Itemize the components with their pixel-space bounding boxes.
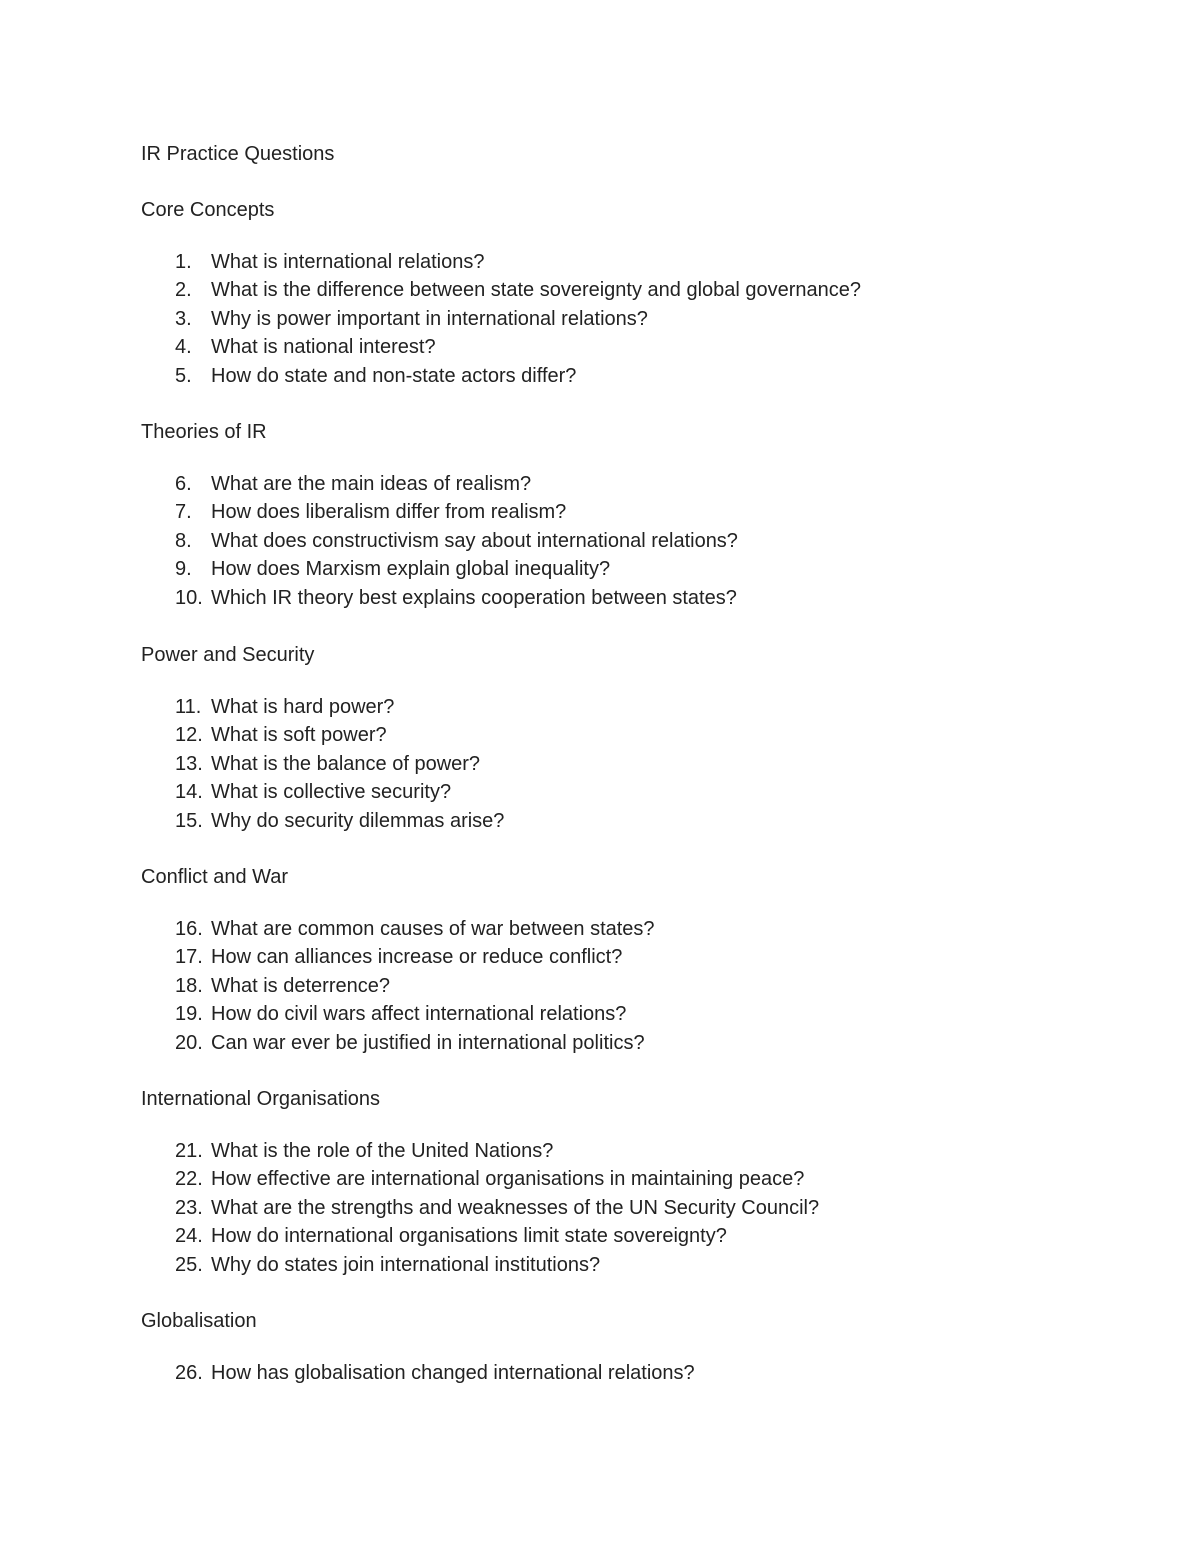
list-item [141, 333, 1141, 361]
question-number: 3. [175, 307, 192, 330]
list-item [141, 248, 1141, 276]
question-text: What is the balance of power? [211, 752, 481, 775]
question-list [141, 248, 1141, 390]
list-item [141, 362, 1141, 390]
question-text: Why is power important in international relations? [211, 307, 648, 330]
question-number: 8. [175, 529, 192, 552]
list-item [141, 1222, 1141, 1250]
list-item [141, 915, 1141, 943]
question-number: 2. [175, 279, 192, 302]
list-item [141, 1194, 1141, 1222]
question-list [141, 915, 1141, 1057]
list-item [141, 721, 1141, 749]
question-number: 15. [175, 809, 203, 832]
list-item [141, 807, 1141, 835]
question-number: 23. [175, 1196, 203, 1219]
section-power-and-security [141, 641, 1141, 835]
question-list [141, 470, 1141, 612]
page-title: IR Practice Questions [141, 143, 335, 165]
question-text: What is hard power? [211, 696, 395, 718]
question-number: 25. [175, 1253, 203, 1276]
question-number: 10. [175, 586, 203, 609]
question-number: 22. [175, 1168, 203, 1191]
question-number: 7. [175, 501, 192, 524]
question-text: What are the main ideas of realism? [211, 473, 532, 495]
section-core-concepts [141, 196, 1141, 390]
question-number: 1. [175, 251, 192, 273]
question-number: 24. [175, 1225, 203, 1248]
question-text: How do civil wars affect international relations? [211, 1003, 627, 1026]
question-number: 20. [175, 1031, 203, 1054]
question-text: What is the difference between state sovereignty and global governance? [211, 279, 862, 302]
question-text: How do state and non-state actors differ? [211, 364, 577, 387]
list-item [141, 276, 1141, 304]
question-list [141, 1137, 1141, 1279]
question-text: What are the strengths and weaknesses of the UN Security Council? [211, 1196, 820, 1219]
list-item [141, 1251, 1141, 1279]
list-item [141, 498, 1141, 526]
question-list [141, 1359, 1141, 1387]
question-text: Can war ever be justified in international politics? [211, 1031, 645, 1054]
question-text: How does Marxism explain global inequality? [211, 558, 611, 581]
list-item [141, 943, 1141, 971]
section-international-organisations [141, 1085, 1141, 1279]
question-number: 4. [175, 336, 192, 359]
list-item [141, 1000, 1141, 1028]
question-number: 9. [175, 558, 192, 581]
section-conflict-and-war [141, 863, 1141, 1057]
question-number: 11. [175, 696, 202, 718]
list-item [141, 750, 1141, 778]
question-text: Why do states join international institutions? [211, 1253, 601, 1276]
section-heading: Power and Security [141, 644, 315, 666]
question-text: What does constructivism say about international relations? [211, 529, 738, 552]
question-text: How do international organisations limit state sovereignty? [211, 1225, 727, 1248]
list-item [141, 584, 1141, 612]
question-text: What is international relations? [211, 251, 485, 273]
question-number: 26. [175, 1362, 203, 1384]
question-number: 13. [175, 752, 203, 775]
section-heading: Conflict and War [141, 866, 289, 888]
section-heading: Theories of IR [141, 421, 267, 443]
list-item [141, 693, 1141, 721]
question-text: How can alliances increase or reduce conflict? [211, 946, 623, 969]
question-number: 12. [175, 724, 203, 747]
list-item [141, 778, 1141, 806]
section-globalisation [141, 1307, 1141, 1387]
list-item [141, 972, 1141, 1000]
question-text: What is deterrence? [211, 974, 390, 997]
question-number: 17. [175, 946, 203, 969]
question-text: How does liberalism differ from realism? [211, 501, 567, 524]
list-item [141, 1359, 1141, 1387]
question-text: What is national interest? [211, 336, 436, 359]
list-item [141, 305, 1141, 333]
section-heading: Globalisation [141, 1310, 257, 1332]
question-number: 19. [175, 1003, 203, 1026]
list-item [141, 555, 1141, 583]
question-text: What is the role of the United Nations? [211, 1140, 554, 1162]
section-heading: International Organisations [141, 1088, 381, 1110]
question-number: 21. [175, 1140, 203, 1162]
question-text: Which IR theory best explains cooperation between states? [211, 586, 737, 609]
question-number: 5. [175, 364, 192, 387]
question-number: 16. [175, 918, 203, 940]
list-item [141, 1137, 1141, 1165]
section-heading: Core Concepts [141, 199, 275, 221]
question-number: 6. [175, 473, 192, 495]
list-item [141, 1029, 1141, 1057]
question-text: How has globalisation changed international relations? [211, 1362, 695, 1384]
question-text: What is collective security? [211, 781, 452, 804]
question-number: 18. [175, 974, 203, 997]
question-text: Why do security dilemmas arise? [211, 809, 505, 832]
question-number: 14. [175, 781, 203, 804]
list-item [141, 527, 1141, 555]
question-text: What is soft power? [211, 724, 387, 747]
section-theories-of-ir [141, 418, 1141, 612]
question-list [141, 693, 1141, 835]
list-item [141, 470, 1141, 498]
list-item [141, 1165, 1141, 1193]
question-text: What are common causes of war between states? [211, 918, 655, 940]
question-text: How effective are international organisations in maintaining peace? [211, 1168, 805, 1191]
